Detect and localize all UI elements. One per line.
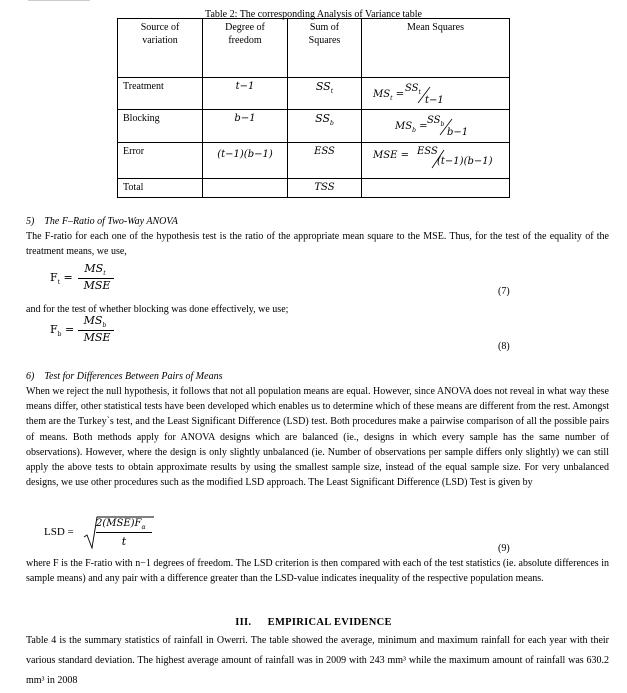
table-header-row: [118, 19, 510, 78]
section-heading-6: 6) Test for Differences Between Pairs of Means: [26, 371, 223, 382]
paragraph: Table 4 is the summary statistics of rainfall in Owerri. The table showed the average, minimum and maximum rainfall for each year with their various standard deviation. The highest average amount of rainfall was in 2009 with 243 mm³ while the maximum amount of rainfall was 630.2 mm³ in 2008: [26, 635, 609, 686]
section-heading-III: III. EMPIRICAL EVIDENCE: [235, 617, 392, 628]
header-ss: Sum of Squares: [288, 19, 362, 78]
cell-ss: TSS: [288, 179, 362, 198]
cell-ms: $MS_t$ = $SS_t$ t−1: [362, 78, 510, 110]
cell-ss: $SS_b$: [288, 110, 362, 143]
top-rule: [28, 0, 90, 3]
equation-7: $F_t$ = $MS_t$ MSE: [50, 262, 130, 296]
table-row-blocking: [118, 110, 510, 143]
cell-df: t−1: [203, 78, 288, 110]
table-row-treatment: [118, 78, 510, 110]
cell-ss: $SS_t$: [288, 78, 362, 110]
cell-ms: $MS_b$ = $SS_b$ b−1: [362, 110, 510, 143]
table-row-total: [118, 179, 510, 198]
paragraph: where F is the F-ratio with n−1 degrees of freedom. The LSD criterion is then compared with each of the test statistics (ie. absolute differences in sample means) and any pair with a difference greater than the LSD-value indicates inequality of the respective population means.: [26, 558, 609, 585]
equation-number-9: (9): [498, 543, 510, 554]
equation-9: LSD = $2(MSE)F_\alpha$ t: [44, 514, 164, 550]
section-heading-5: 5) The F–Ratio of Two-Way ANOVA: [26, 216, 178, 227]
cell-source: Total: [118, 179, 203, 198]
cell-ss: ESS: [288, 143, 362, 179]
equation-number-7: (7): [498, 286, 510, 297]
anova-table: [117, 18, 510, 198]
equation-8: $F_b$ = $MS_b$ MSE: [50, 314, 130, 348]
cell-source: Blocking: [118, 110, 203, 143]
cell-df: b−1: [203, 110, 288, 143]
cell-df: [203, 179, 288, 198]
table-row-error: [118, 143, 510, 179]
cell-ms: [362, 179, 510, 198]
equation-number-8: (8): [498, 341, 510, 352]
header-df: Degree of freedom: [203, 19, 288, 78]
paragraph: When we reject the null hypothesis, it follows that not all population means are equal. However, since ANOVA does not reveal in what way these means differ, other statistical tests have been developed which enables us to determine which of these means are different from the rest. Amongst them are the Turkey`s test, and the Least Significant Difference (LSD) test. Both procedures make a pairwise comparison of all the possible pairs of means. Both methods apply for ANOVA designs which are balanced (ie., designs in which every sample has the same number of observations). However, where the design is only slightly unbalanced (ie. Number of observations per sample differs only slightly) we can still apply the above tests to obtain approximate results by using the smallest sample size, instead of the equal sample size. For very unbalanced designs, we use other procedures such as the modified LSD approach. The Least Significant Difference (LSD) Test is given by: [26, 386, 609, 489]
table-caption: Table 2: The corresponding Analysis of Variance table: [205, 9, 422, 20]
header-source: Source of variation: [118, 19, 203, 78]
cell-source: Error: [118, 143, 203, 179]
paragraph: The F-ratio for each one of the hypothesis test is the ratio of the appropriate mean square to the MSE. Thus, for the test of the equality of the treatment means, we use,: [26, 231, 609, 258]
paragraph: and for the test of whether blocking was done effectively, we use;: [26, 304, 289, 315]
cell-ms: MSE = ESS (t−1)(b−1): [362, 143, 510, 179]
cell-source: Treatment: [118, 78, 203, 110]
header-ms: Mean Squares: [362, 19, 510, 78]
cell-df: (t−1)(b−1): [203, 143, 288, 179]
